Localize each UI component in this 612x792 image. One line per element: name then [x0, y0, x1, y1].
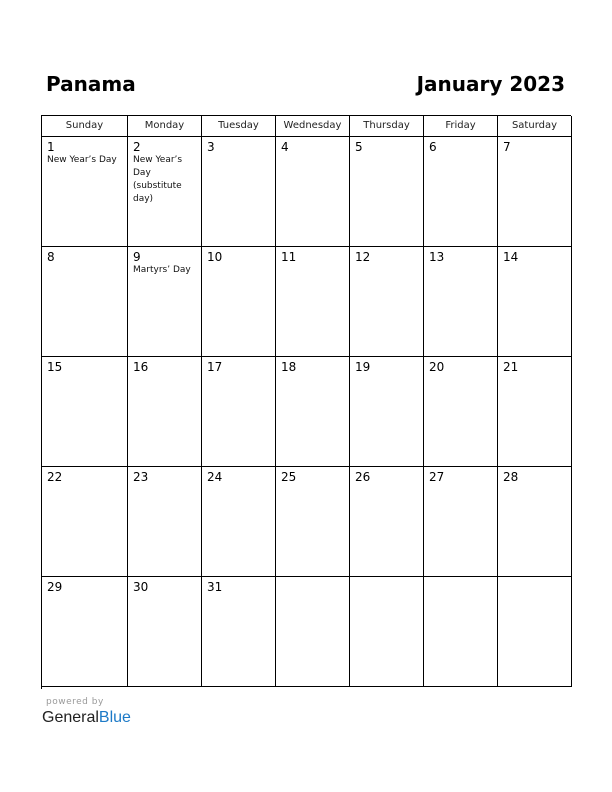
weekday-header: Monday	[128, 116, 202, 137]
day-number: 20	[429, 360, 445, 374]
day-number: 28	[503, 470, 519, 484]
day-cell	[424, 357, 498, 467]
holiday-label: New Year’s Day (substitute day)	[133, 155, 183, 204]
day-number: 3	[207, 140, 215, 154]
day-cell	[202, 357, 276, 467]
day-cell-empty	[276, 577, 350, 687]
day-number: 13	[429, 250, 445, 264]
day-number: 26	[355, 470, 371, 484]
day-cell	[42, 577, 128, 687]
day-cell	[42, 247, 128, 357]
powered-by-label: powered by	[46, 697, 104, 707]
day-number: 27	[429, 470, 445, 484]
weekday-header: Friday	[424, 116, 498, 137]
weekday-header: Sunday	[42, 116, 128, 137]
day-cell-empty	[424, 577, 498, 687]
day-cell	[350, 247, 424, 357]
day-cell	[498, 357, 572, 467]
day-number: 22	[47, 470, 63, 484]
day-cell	[350, 137, 424, 247]
day-cell	[42, 137, 128, 247]
day-cell-empty	[498, 577, 572, 687]
day-number: 30	[133, 580, 149, 594]
day-cell	[202, 467, 276, 577]
day-number: 12	[355, 250, 371, 264]
day-cell	[128, 577, 202, 687]
day-cell	[128, 247, 202, 357]
day-cell	[276, 357, 350, 467]
day-cell-empty	[350, 577, 424, 687]
day-cell	[128, 357, 202, 467]
day-number: 1	[47, 140, 55, 154]
day-number: 16	[133, 360, 149, 374]
country-title: Panama	[46, 72, 136, 96]
day-cell	[276, 137, 350, 247]
day-number: 10	[207, 250, 223, 264]
day-number: 7	[503, 140, 511, 154]
day-number: 17	[207, 360, 223, 374]
day-number: 31	[207, 580, 223, 594]
day-number: 14	[503, 250, 519, 264]
day-number: 21	[503, 360, 519, 374]
day-number: 6	[429, 140, 437, 154]
day-number: 25	[281, 470, 297, 484]
day-number: 8	[47, 250, 55, 264]
day-number: 11	[281, 250, 297, 264]
weekday-header: Tuesday	[202, 116, 276, 137]
day-number: 9	[133, 250, 141, 264]
day-number: 5	[355, 140, 363, 154]
day-cell	[350, 467, 424, 577]
day-number: 2	[133, 140, 141, 154]
day-number: 4	[281, 140, 289, 154]
day-cell	[202, 137, 276, 247]
day-number: 19	[355, 360, 371, 374]
month-title: January 2023	[416, 72, 565, 96]
weekday-header: Saturday	[498, 116, 572, 137]
day-cell	[128, 137, 202, 247]
brand-part-blue: Blue	[98, 709, 131, 726]
day-cell	[424, 247, 498, 357]
day-number: 23	[133, 470, 149, 484]
day-cell	[276, 247, 350, 357]
day-number: 29	[47, 580, 63, 594]
generalblue-logo[interactable]	[42, 708, 131, 728]
day-cell	[202, 247, 276, 357]
day-cell	[498, 137, 572, 247]
day-cell	[350, 357, 424, 467]
day-cell	[424, 467, 498, 577]
weekday-header: Wednesday	[276, 116, 350, 137]
day-cell	[424, 137, 498, 247]
day-number: 18	[281, 360, 297, 374]
day-cell	[42, 467, 128, 577]
holiday-label: New Year’s Day	[47, 155, 117, 165]
day-cell	[202, 577, 276, 687]
holiday-label: Martyrs’ Day	[133, 265, 191, 275]
day-cell	[42, 357, 128, 467]
weekday-header: Thursday	[350, 116, 424, 137]
day-number: 15	[47, 360, 63, 374]
day-cell	[498, 467, 572, 577]
day-number: 24	[207, 470, 223, 484]
calendar-grid	[41, 115, 571, 689]
brand-part-general: General	[42, 709, 99, 726]
day-cell	[128, 467, 202, 577]
day-cell	[498, 247, 572, 357]
day-cell	[276, 467, 350, 577]
